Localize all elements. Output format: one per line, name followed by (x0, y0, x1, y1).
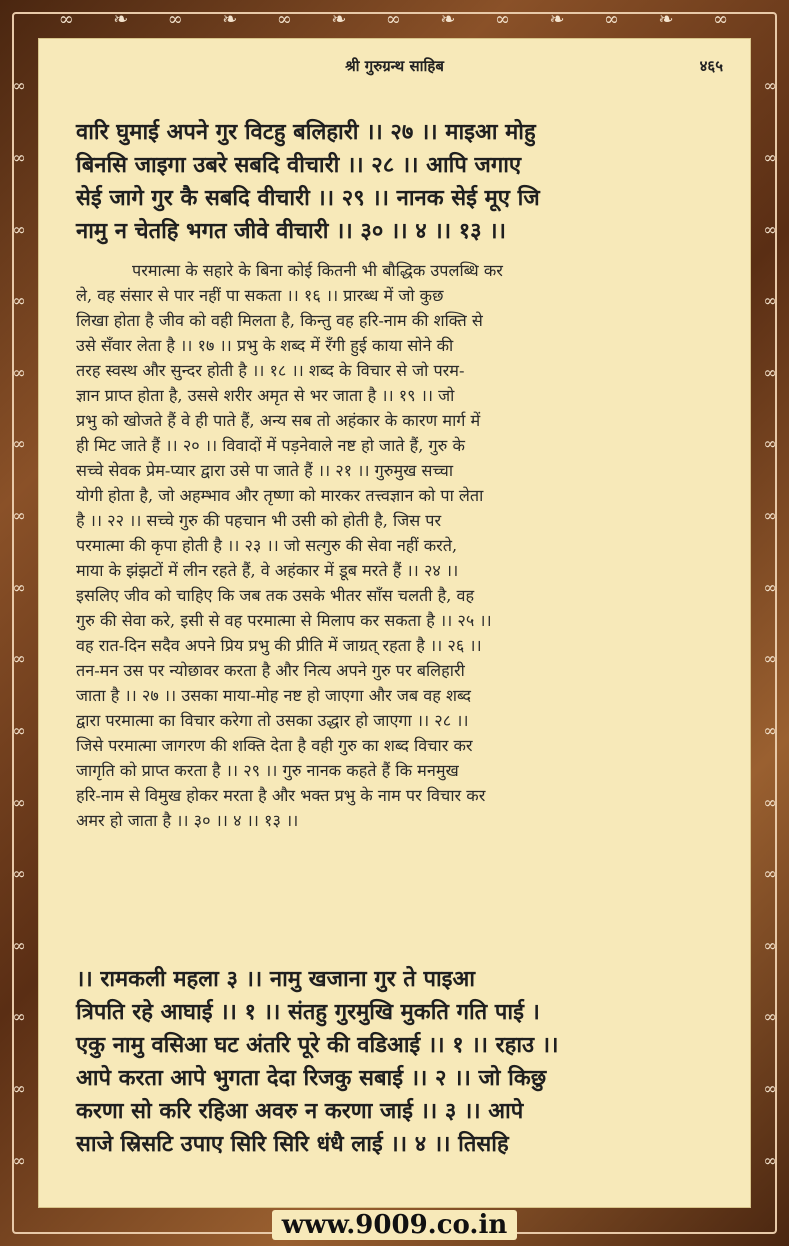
translation-line: ज्ञान प्राप्त होता है, उससे शरीर अमृत से भर जाता है ।। १९ ।। जो (76, 386, 455, 405)
verse-line: करणा सो करि रहिआ अवरु न करणा जाई ।। ३ ।। आपे (76, 1099, 524, 1124)
translation-line: लिखा होता है जीव को वही मिलता है, किन्तु वह हरि-नाम की शक्ति से (76, 311, 483, 330)
translation-line: सच्चे सेवक प्रेम-प्यार द्वारा उसे पा जाते हैं ।। २१ ।। गुरुमुख सच्चा (76, 461, 454, 480)
translation-line: माया के झंझटों में लीन रहते हैं, वे अहंकार में डूब मरते हैं ।। २४ ।। (76, 561, 459, 580)
verse-block-bottom (76, 963, 723, 1161)
translation-line: परमात्मा की कृपा होती है ।। २३ ।। जो सत्गुरु की सेवा नहीं करते, (76, 536, 458, 555)
verse-line: त्रिपति रहे आघाई ।। १ ।। संतहु गुरमुखि मुकति गति पाई । (76, 1000, 540, 1025)
translation-line: उसे सँवार लेता है ।। १७ ।। प्रभु के शब्द में रँगी हुई काया सोने की (76, 336, 454, 355)
translation-line: जिसे परमात्मा जागरण की शक्ति देता है वही गुरु का शब्द विचार कर (76, 736, 473, 755)
book-title: श्री गुरुग्रन्थ साहिब (345, 57, 444, 75)
verse-line: सेई जागे गुर कै सबदि वीचारी ।। २९ ।। नानक सेई मूए जि (76, 186, 540, 211)
translation-line: है ।। २२ ।। सच्चे गुरु की पहचान भी उसी को होती है, जिस पर (76, 511, 442, 530)
translation-line: इसलिए जीव को चाहिए कि जब तक उसके भीतर साँस चलती है, वह (76, 586, 475, 605)
translation-line: योगी होता है, जो अहम्भाव और तृष्णा को मारकर तत्त्वज्ञान को पा लेता (76, 486, 484, 505)
page-footer (0, 1208, 789, 1242)
website-link[interactable]: www.9009.co.in (272, 1210, 518, 1240)
translation-line: जागृति को प्राप्त करता है ।। २९ ।। गुरु नानक कहते हैं कि मनमुख (76, 761, 459, 780)
verse-line: साजे स्रिसटि उपाए सिरि सिरि धंधै लाई ।। ४ ।। तिसहि (76, 1132, 509, 1157)
top-ornament-row: ∞ ❧ ∞ ❧ ∞ ❧ ∞ ❧ ∞ ❧ ∞ ❧ ∞ (58, 8, 731, 30)
verse-block-top (76, 116, 723, 248)
translation-line: ही मिट जाते हैं ।। २० ।। विवादों में पड़नेवाले नष्ट हो जाते हैं, गुरु के (76, 436, 465, 455)
page-sheet (38, 38, 751, 1208)
translation-line: वह रात-दिन सदैव अपने प्रिय प्रभु की प्रीति में जाग्रत् रहता है ।। २६ ।। (76, 636, 482, 655)
translation-line: द्वारा परमात्मा का विचार करेगा तो उसका उद्धार हो जाएगा ।। २८ ।। (76, 711, 469, 730)
verse-line: आपे करता आपे भुगता देदा रिजकु सबाई ।। २ ।। जो किछु (76, 1066, 547, 1091)
translation-line: तरह स्वस्थ और सुन्दर होती है ।। १८ ।। शब्द के विचार से जो परम- (76, 361, 465, 380)
translation-line: ले, वह संसार से पार नहीं पा सकता ।। १६ ।। प्रारब्ध में जो कुछ (76, 286, 444, 305)
verse-line: एकु नामु वसिआ घट अंतरि पूरे की वडिआई ।। १ ।। रहाउ ।। (76, 1033, 559, 1058)
page-number: ४६५ (699, 57, 723, 75)
translation-line: अमर हो जाता है ।। ३० ।। ४ ।। १३ ।। (76, 811, 299, 830)
translation-line: जाता है ।। २७ ।। उसका माया-मोह नष्ट हो जाएगा और जब वह शब्द (76, 686, 472, 705)
verse-line: नामु न चेतहि भगत जीवे वीचारी ।। ३० ।। ४ ।। १३ ।। (76, 219, 506, 244)
verse-line: ।। रामकली महला ३ ।। नामु खजाना गुर ते पाइआ (76, 967, 475, 992)
verse-line: बिनसि जाइगा उबरे सबदि वीचारी ।। २८ ।। आपि जगाए (76, 153, 522, 178)
translation-block (76, 258, 723, 833)
translation-line: प्रभु को खोजते हैं वे ही पाते हैं, अन्य सब तो अहंकार के कारण मार्ग में (76, 411, 481, 430)
left-ornament-column: ∞ ∞ ∞ ∞ ∞ ∞ ∞ ∞ ∞ ∞ ∞ ∞ ∞ ∞ ∞ ∞ (12, 76, 26, 1170)
page-header (38, 56, 751, 84)
right-ornament-column: ∞ ∞ ∞ ∞ ∞ ∞ ∞ ∞ ∞ ∞ ∞ ∞ ∞ ∞ ∞ ∞ (763, 76, 777, 1170)
translation-line: हरि-नाम से विमुख होकर मरता है और भक्त प्रभु के नाम पर विचार कर (76, 786, 486, 805)
verse-line: वारि घुमाई अपने गुर विटहु बलिहारी ।। २७ ।। माइआ मोहु (76, 120, 536, 145)
translation-line: तन-मन उस पर न्योछावर करता है और नित्य अपने गुरु पर बलिहारी (76, 661, 465, 680)
translation-line: परमात्मा के सहारे के बिना कोई कितनी भी बौद्धिक उपलब्धि कर (132, 261, 503, 280)
translation-line: गुरु की सेवा करे, इसी से वह परमात्मा से मिलाप कर सकता है ।। २५ ।। (76, 611, 492, 630)
